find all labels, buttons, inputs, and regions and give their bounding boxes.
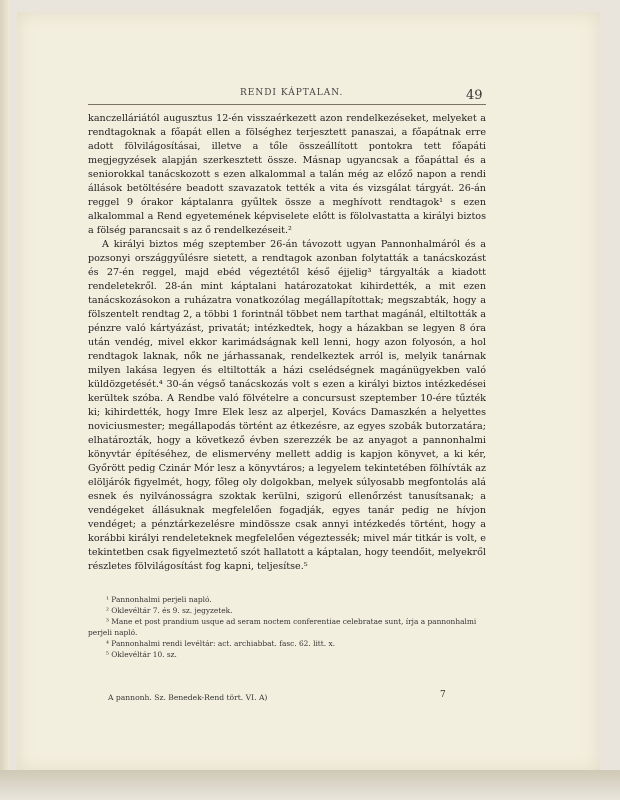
footnote: ⁵ Oklevéltár 10. sz. bbox=[106, 650, 177, 659]
running-title: RENDI KÁPTALAN. bbox=[240, 88, 344, 98]
paragraph: A királyi biztos még szeptember 26-án távozott ugyan Pannonhalmáról és a pozsonyi országgyűlésre sietett, a rendtagok azonban folytatták a tanácskozást és 27-én reggel, majd ebéd végeztétől késő éjjelig³ tárgyalták a kiadott rendeletekről. 28-án mint káptalani határozatokat kihirdették, a mit ezen tanácskozásokon a ruházatra vonatkozólag megállapítottak; megszabták, hogy a fölszentelt rendtag 2, a többi 1 forintnál többet nem tarthat magánál, eltiltották a pénzre való kártyázást, privatát; intézkedtek, hogy a házakban se legyen 8 óra után vendég, mivel ekkor karimádságnak kell lenni, hogy azon folyosón, a hol rendtagok laknak, nők ne járhassanak, rendelkeztek arról is, melyik tanárnak milyen lakása legyen és eltiltották a házi cselédségnek magánügyekben való küldözgetését.⁴ 30-án végső tanácskozás volt s ezen a királyi biztos intézkedései kerültek szóba. A Rendbe való fölvételre a concursust szeptember 10-ére tűzték ki; kihirdették, hogy Imre Elek lesz az alperjel, Kovács Damaszkén a helyettes noviciusmester; megállapodás történt az étkezésre, az egyes szobák butorzatára; elhatározták, hogy a következő évben szerezzék be az anyagot a pannonhalmi könyvtár építéséhez, de elismervény mellett addig is kapjon könyvet, a ki kér, Győrött pedig Czinár Mór lesz a könyvtáros; a legyelem tekintetében fölhívták az elöljárók figyelmét, hogy, főleg oly dolgokban, melyek súlyosabb megfontolás alá esnek és nyilvánosságra szoktak kerülni, szigorú ellenőrzést tanusítsanak; a vendégeket állásuknak megfelelően fogadják, egyes tanár pedig ne hívjon vendéget; a pénztárkezelésre mindössze csak annyi intézkedés történt, hogy a korábbi királyi rendeleteknek megfelelően végeztessék; mivel már titkár is volt, e tekintetben csak figyelmeztető szót hallatott a káptalan, hogy teendőit, melyekről részletes fölvilágosítást fog kapni, teljesítse.⁵ bbox=[88, 239, 486, 572]
page-number: 49 bbox=[466, 88, 483, 103]
page-gutter-shadow bbox=[0, 0, 10, 800]
footnote: ⁴ Pannonhalmi rendi levéltár: act. archiabbat. fasc. 62. litt. x. bbox=[106, 639, 335, 648]
footnote: ¹ Pannonhalmi perjeli napló. bbox=[106, 595, 212, 604]
footnote: ² Oklevéltár 7. és 9. sz. jegyzetek. bbox=[106, 606, 233, 615]
paragraph: kanczelláriától augusztus 12-én visszaérkezett azon rendelkezéseket, melyeket a rendtagoknak a főapát ellen a fölséghez terjesztett panaszai, a főapátnak erre adott fölvilágosításai, illetve a tőle összeállított pontokra tett főapáti megjegyzések alapján szerkesztett össze. Másnap ugyancsak a főapáttal és a seniorokkal tanácskozott s ezen alkalommal a talán még az előző napon a rendi állások betöltésére beadott szavazatok tették a vita és vizsgálat tárgyát. 26-án reggel 9 órakor káptalanra gyűltek össze a meghívott rendtagok¹ s ezen alkalommal a Rend egyetemének képviselete előtt is fölolvastatta a királyi biztos a fölség parancsait s az ő rendelkezéseit.² bbox=[88, 113, 486, 236]
header-rule bbox=[88, 104, 486, 105]
body-text bbox=[88, 112, 486, 574]
footnote: ³ Mane et post prandium usque ad seram noctem conferentiae celebratae sunt, írja a pannonhalmi perjeli napló. bbox=[88, 617, 477, 637]
footnotes bbox=[88, 594, 486, 660]
printer-signature: A pannonh. Sz. Benedek-Rend tört. VI. A) bbox=[108, 693, 268, 702]
page-bottom-shadow bbox=[0, 770, 620, 800]
signature-number: 7 bbox=[440, 690, 446, 700]
